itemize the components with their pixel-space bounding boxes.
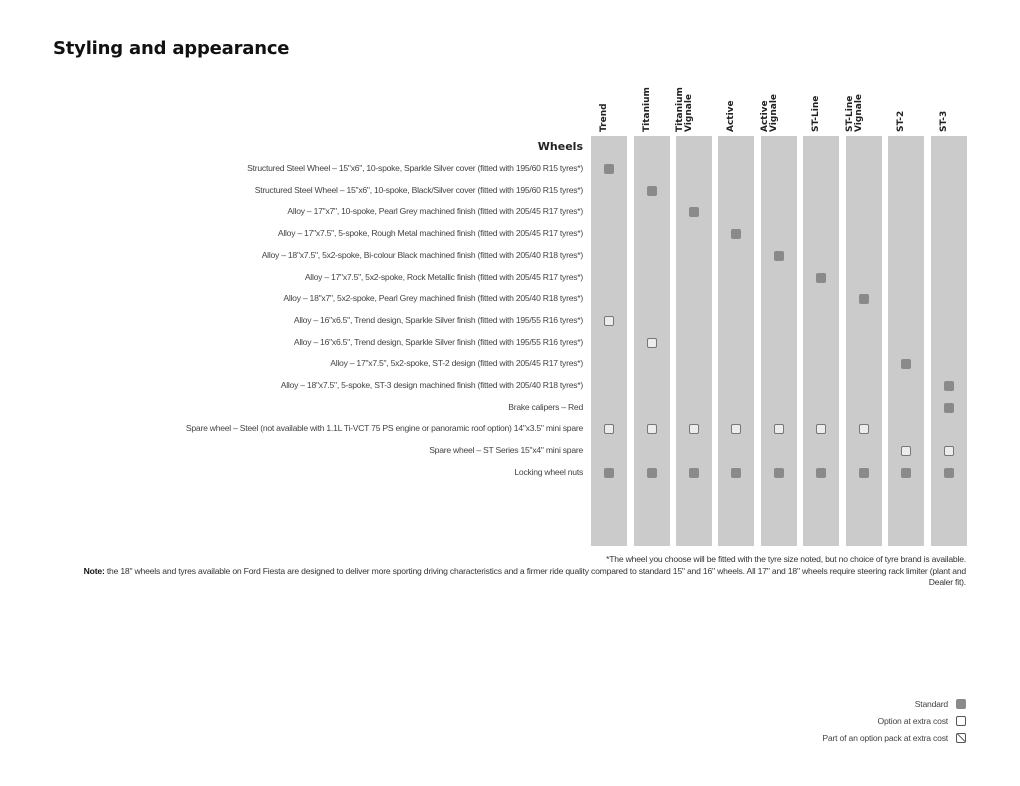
section-label-wheels: Wheels xyxy=(537,140,583,153)
row-label: Alloy – 17"x7.5", 5x2-spoke, Rock Metallic finish (fitted with 205/45 R17 tyres*) xyxy=(304,271,583,282)
column-titanium-vignale xyxy=(676,136,712,546)
column-header-line: Active xyxy=(726,100,736,132)
column-active xyxy=(718,136,754,546)
legend-standard xyxy=(822,695,966,712)
column-st-3 xyxy=(931,136,967,546)
standard-icon xyxy=(816,468,826,478)
option-icon xyxy=(774,424,784,434)
row-label: Alloy – 17"x7", 10-spoke, Pearl Grey machined finish (fitted with 205/45 R17 tyres*) xyxy=(287,206,583,217)
standard-icon xyxy=(689,207,699,217)
column-st-line-vignale xyxy=(846,136,882,546)
row-label: Brake calipers – Red xyxy=(508,401,583,412)
row-label: Alloy – 18"x7", 5x2-spoke, Pearl Grey machined finish (fitted with 205/40 R18 tyres*) xyxy=(283,293,583,304)
standard-icon xyxy=(956,699,966,709)
column-header-line: Active xyxy=(760,100,770,132)
standard-icon xyxy=(604,468,614,478)
option-icon xyxy=(816,424,826,434)
column-trend xyxy=(591,136,627,546)
row-label: Alloy – 18"x7.5", 5x2-spoke, Bi-colour Black machined finish (fitted with 205/40 R18 tyres*) xyxy=(261,249,583,260)
row-label: Alloy – 18"x7.5", 5-spoke, ST-3 design machined finish (fitted with 205/40 R18 tyres*) xyxy=(280,380,583,390)
standard-icon xyxy=(859,294,869,304)
standard-icon xyxy=(944,468,954,478)
notes xyxy=(60,554,966,589)
column-header-line: Vignale xyxy=(854,93,864,132)
option-icon xyxy=(647,424,657,434)
column-header-line: ST-Line xyxy=(845,95,855,132)
column-header xyxy=(591,52,627,132)
standard-icon xyxy=(689,468,699,478)
column-header xyxy=(846,52,882,132)
column-header xyxy=(718,52,754,132)
column-header-line: ST-3 xyxy=(939,110,949,132)
option-icon xyxy=(689,424,699,434)
note-label: Note: xyxy=(83,565,105,576)
standard-icon xyxy=(859,468,869,478)
column-header-line: ST-Line xyxy=(811,95,821,132)
column-header-line: Vignale xyxy=(684,93,694,132)
row-label: Alloy – 17"x7.5", 5-spoke, Rough Metal machined finish (fitted with 205/45 R17 tyres*) xyxy=(277,228,583,239)
row-label: Locking wheel nuts xyxy=(514,466,583,477)
option-icon xyxy=(647,338,657,348)
standard-icon xyxy=(647,186,657,196)
option-icon xyxy=(731,424,741,434)
legend-option xyxy=(822,712,966,729)
column-header xyxy=(634,52,670,132)
standard-icon xyxy=(944,403,954,413)
option-icon xyxy=(604,424,614,434)
standard-icon xyxy=(731,229,741,239)
column-header-line: Titanium xyxy=(642,87,652,132)
standard-icon xyxy=(901,468,911,478)
standard-icon xyxy=(944,381,954,391)
row-label: Alloy – 17"x7.5", 5x2-spoke, ST-2 design (fitted with 205/45 R17 tyres*) xyxy=(330,358,583,369)
row-label: Alloy – 16"x6.5", Trend design, Sparkle Silver finish (fitted with 195/55 R16 tyres*) xyxy=(293,314,583,325)
option-icon xyxy=(956,716,966,726)
legend-pack-label: Part of an option pack at extra cost xyxy=(822,732,948,743)
option-icon xyxy=(604,316,614,326)
column-st-2 xyxy=(888,136,924,546)
option-icon xyxy=(859,424,869,434)
column-header xyxy=(676,52,712,132)
note-text xyxy=(60,566,966,589)
column-active-vignale xyxy=(761,136,797,546)
row-label: Spare wheel – Steel (not available with 1.1L Ti-VCT 75 PS engine or panoramic roof option) 14"x3.5" mini spare xyxy=(185,423,583,434)
row-label: Structured Steel Wheel – 15"x6", 10-spoke, Sparkle Silver cover (fitted with 195/60 R15 tyres*) xyxy=(247,163,583,173)
option-icon xyxy=(944,446,954,456)
standard-icon xyxy=(604,164,614,174)
standard-icon xyxy=(901,359,911,369)
column-header xyxy=(761,52,797,132)
row-label: Alloy – 16"x6.5", Trend design, Sparkle Silver finish (fitted with 195/55 R16 tyres*) xyxy=(293,336,583,347)
standard-icon xyxy=(816,273,826,283)
option-icon xyxy=(901,446,911,456)
column-header xyxy=(803,52,839,132)
column-header xyxy=(931,52,967,132)
legend-pack xyxy=(822,729,966,746)
page-title: Styling and appearance xyxy=(53,38,290,59)
column-header-line: ST-2 xyxy=(896,110,906,132)
column-header-line: Titanium xyxy=(675,87,685,132)
legend-option-label: Option at extra cost xyxy=(877,715,948,726)
note-body: the 18" wheels and tyres available on Ford Fiesta are designed to deliver more sporting driving characteristics and a firmer ride quality compared to standard 15" and 16" wheels. All 17" and 18" wheels require steering rack limiter (plant and Dealer fit). xyxy=(104,565,966,587)
column-header-line: Vignale xyxy=(769,93,779,132)
column-header xyxy=(888,52,924,132)
standard-icon xyxy=(647,468,657,478)
legend xyxy=(822,695,966,746)
standard-icon xyxy=(731,468,741,478)
legend-standard-label: Standard xyxy=(914,698,948,709)
column-st-line xyxy=(803,136,839,546)
column-header-line: Trend xyxy=(599,103,609,132)
option-pack-icon xyxy=(956,733,966,743)
row-label: Spare wheel – ST Series 15"x4" mini spare xyxy=(429,445,583,456)
standard-icon xyxy=(774,251,784,261)
standard-icon xyxy=(774,468,784,478)
row-label: Structured Steel Wheel – 15"x6", 10-spoke, Black/Silver cover (fitted with 195/60 R15 tyres*) xyxy=(254,184,583,195)
footnote: *The wheel you choose will be fitted with the tyre size noted, but no choice of tyre brand is available. xyxy=(606,554,966,564)
